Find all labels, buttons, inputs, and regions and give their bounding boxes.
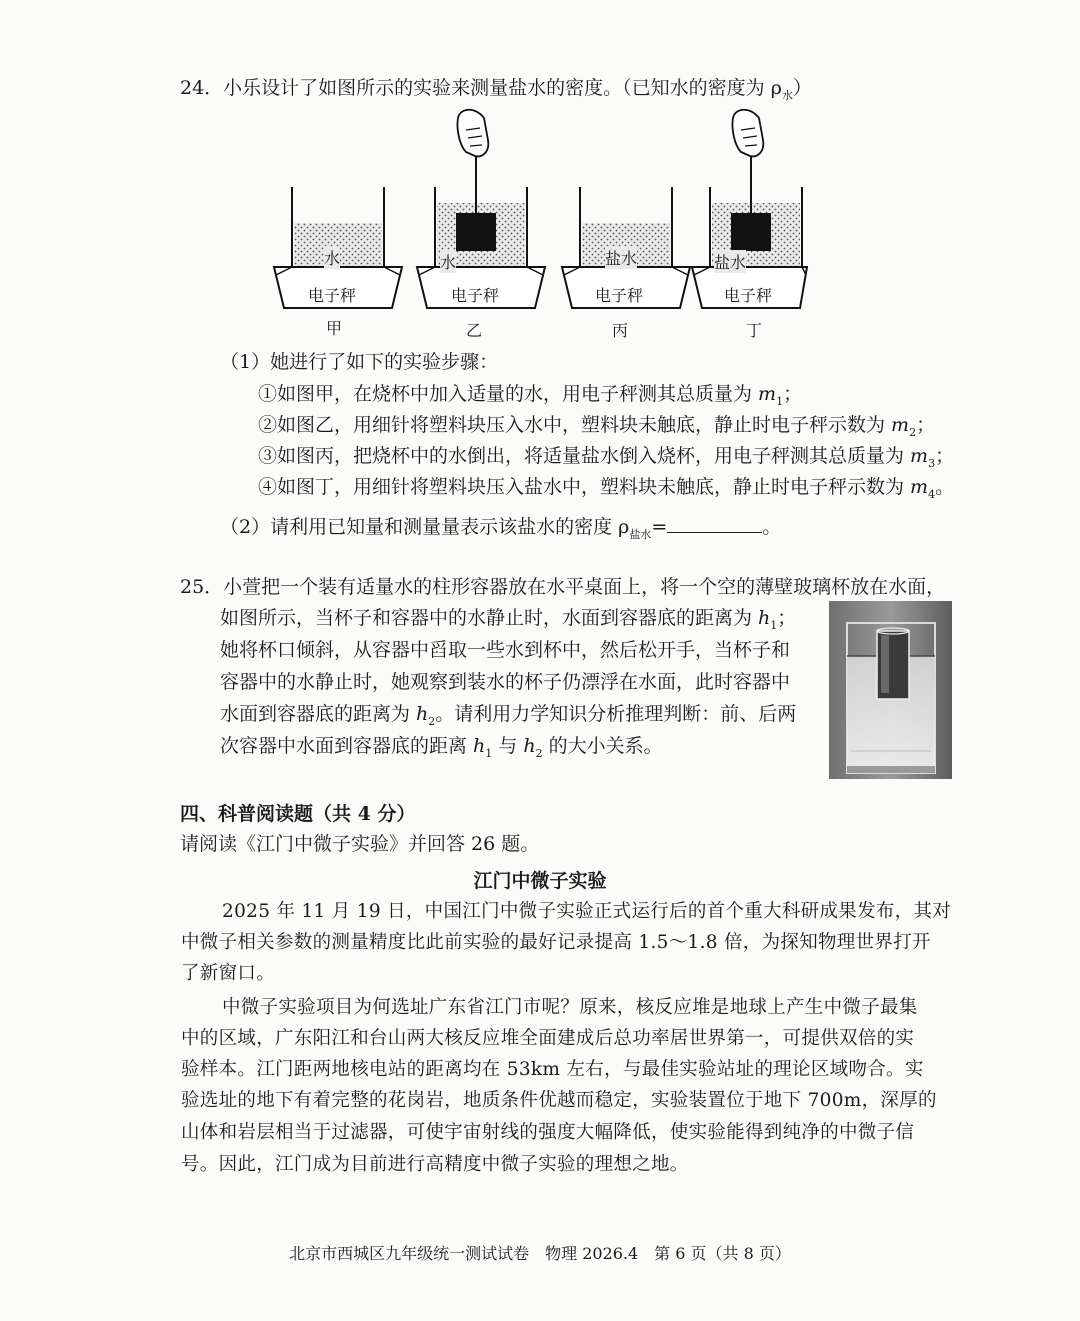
q25-line-1: 25．小萱把一个装有适量水的柱形容器放在水平桌面上，将一个空的薄壁玻璃杯放在水面， <box>180 576 946 598</box>
article-p2-line-1: 中微子实验项目为何选址广东省江门市呢？原来，核反应堆是地球上产生中微子最集 <box>222 997 918 1018</box>
fig-bing-caption: 丙 <box>612 321 629 340</box>
q24-stem-text: 24．小乐设计了如图所示的实验来测量盐水的密度。（已知水的密度为 ρ <box>180 77 782 99</box>
q25-glass-container-photo <box>829 601 952 779</box>
fig-jia-scale: 电子秤 <box>308 286 357 305</box>
q24-step-4: ④如图丁，用细针将塑料块压入盐水中，塑料块未触底，静止时电子秤示数为 $m_4$。 <box>258 476 955 501</box>
q25-line-2: 如图所示，当杯子和容器中的水静止时，水面到容器底的距离为 $h_1$； <box>220 607 797 632</box>
beaker-ding <box>692 110 807 308</box>
q24-stem-end: ） <box>792 77 812 99</box>
fig-ding-caption: 丁 <box>746 321 763 340</box>
article-p2-line-3: 验样本。江门距两地核电站的距离均在 53km 左右，与最佳实验站址的理论区域吻合。实 <box>181 1059 924 1080</box>
fig-ding-liquid: 盐水 <box>714 250 746 273</box>
fig-yi-caption: 乙 <box>466 321 483 340</box>
q24-step-1: ①如图甲，在烧杯中加入适量的水，用电子秤测其总质量为 $m_1$； <box>258 383 803 408</box>
q24-stem-sub: 水 <box>781 88 793 102</box>
fig-ding-scale: 电子秤 <box>724 286 773 305</box>
fig-bing-liquid: 盐水 <box>605 246 637 269</box>
beaker-yi <box>417 110 545 308</box>
q25-line-6: 次容器中水面到容器底的距离 $h_1$ 与 $h_2$ 的大小关系。 <box>220 735 663 760</box>
page-footer: 北京市西城区九年级统一测试试卷 物理 2026.4 第 6 页（共 8 页） <box>289 1244 791 1263</box>
article-p1-line-1: 2025 年 11 月 19 日，中国江门中微子实验正式运行后的首个重大科研成果发布，其对 <box>222 901 952 922</box>
q24-part2: （2）请利用已知量和测量量表示该盐水的密度 $\rho_{盐水}=$ 。 <box>220 516 782 541</box>
article-p2-line-4: 验选址的地下有着完整的花岗岩，地质条件优越而稳定，实验装置位于地下 700m，深厚的 <box>181 1090 937 1111</box>
article-p2-line-2: 中的区域，广东阳江和台山两大核反应堆全面建成后总功率居世界第一，可提供双倍的实 <box>181 1028 915 1049</box>
fig-yi-liquid: 水 <box>440 250 456 273</box>
article-p2-line-6: 号。因此，江门成为目前进行高精度中微子实验的理想之地。 <box>181 1154 689 1175</box>
article-p1-line-3: 了新窗口。 <box>181 963 276 984</box>
section-4-intro: 请阅读《江门中微子实验》并回答 26 题。 <box>180 833 540 855</box>
article-p1-line-2: 中微子相关参数的测量精度比此前实验的最好记录提高 1.5～1.8 倍，为探知物理世界打开 <box>181 932 931 953</box>
fig-jia-liquid: 水 <box>324 246 340 269</box>
article-p2-line-5: 山体和岩层相当于过滤器，可使宇宙射线的强度大幅降低，使实验能得到纯净的中微子信 <box>181 1122 915 1143</box>
fig-yi-scale: 电子秤 <box>451 286 500 305</box>
q25-line-4: 容器中的水静止时，她观察到装水的杯子仍漂浮在水面，此时容器中 <box>220 671 791 693</box>
q24-step-2: ②如图乙，用细针将塑料块压入水中，塑料块未触底，静止时电子秤示数为 $m_2$； <box>258 414 936 439</box>
q25-line-3: 她将杯口倾斜，从容器中舀取一些水到杯中，然后松开手，当杯子和 <box>220 639 791 661</box>
section-4-title: 四、科普阅读题（共 4 分） <box>180 803 416 825</box>
q25-line-5: 水面到容器底的距离为 $h_2$。请利用力学知识分析推理判断：前、后两 <box>220 703 797 728</box>
q24-step-3: ③如图丙，把烧杯中的水倒出，将适量盐水倒入烧杯，用电子秤测其总质量为 $m_3$； <box>258 445 955 470</box>
q24-part1-heading: （1）她进行了如下的实验步骤： <box>220 351 499 373</box>
fig-bing-scale: 电子秤 <box>595 286 644 305</box>
article-title: 江门中微子实验 <box>473 870 607 892</box>
answer-blank[interactable] <box>667 514 762 533</box>
fig-jia-caption: 甲 <box>326 319 343 338</box>
